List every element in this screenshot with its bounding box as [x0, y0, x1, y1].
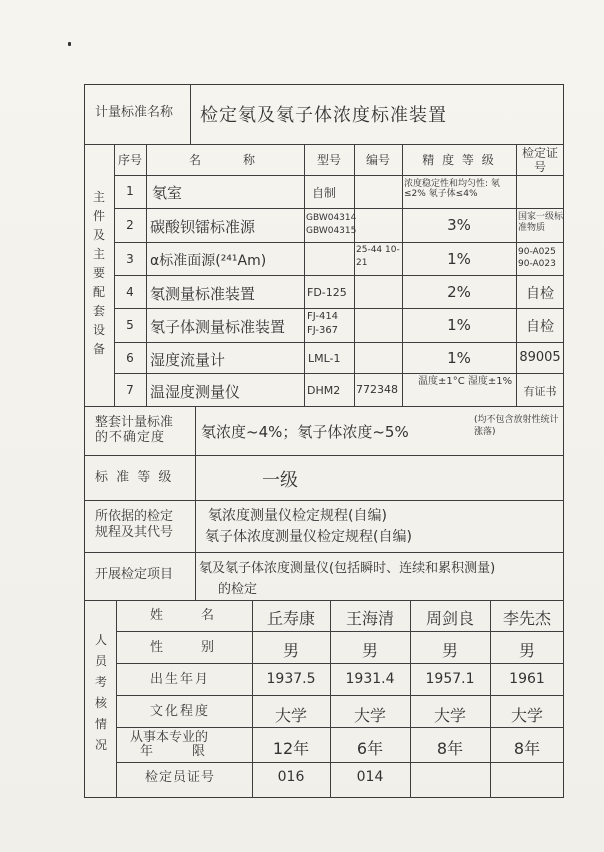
- regulations-line-2: 氡子体浓度测量仪检定规程(自编): [205, 529, 412, 545]
- personnel-side-label: 人员考核情况: [94, 633, 107, 752]
- label-cert: 检定员证号: [145, 770, 216, 785]
- standard-name-value: 检定氡及氡子体浓度标准装置: [200, 105, 447, 126]
- rule: [516, 144, 517, 406]
- person-gender: 男: [441, 641, 458, 660]
- header-accuracy: 精 度 等 级: [422, 153, 496, 167]
- label-gender: 性 别: [150, 640, 219, 655]
- rule: [84, 600, 564, 601]
- row-accuracy: 1%: [447, 316, 471, 334]
- person-education: 大学: [353, 706, 386, 725]
- uncertainty-label-1: 整套计量标准: [95, 415, 174, 430]
- row-accuracy: 浓度稳定性和均匀性: 氡≤2% 氡子体≤4%: [404, 179, 500, 199]
- rule: [114, 275, 564, 276]
- row-no: 3: [126, 252, 134, 266]
- header-no: 序号: [117, 153, 142, 167]
- ink-mark: [68, 42, 71, 46]
- person-birth: 1957.1: [425, 671, 475, 687]
- scope-line-1: 氡及氡子体浓度测量仪(包括瞬时、连续和累积测量): [199, 561, 496, 576]
- rule: [304, 144, 305, 406]
- rule: [116, 663, 564, 664]
- header-name: 名 称: [188, 153, 261, 167]
- row-accuracy: 温度±1°C 湿度±1%: [418, 376, 513, 387]
- grade-value: 一级: [262, 470, 298, 491]
- row-cert: 自检: [526, 319, 554, 335]
- scope-label: 开展检定项目: [95, 567, 174, 582]
- row-no: 5: [126, 318, 134, 332]
- person-name: 李先杰: [502, 609, 551, 628]
- rule: [195, 406, 196, 600]
- label-name: 姓 名: [150, 608, 219, 623]
- row-no: 1: [126, 184, 134, 198]
- row-name: α标准面源(²⁴¹Am): [150, 253, 267, 269]
- rule: [114, 373, 564, 374]
- row-cert: 有证书: [523, 385, 557, 398]
- rule: [84, 406, 564, 407]
- row-model: DHM2: [307, 384, 341, 397]
- rule: [190, 84, 191, 144]
- rule: [354, 144, 355, 406]
- person-education: 大学: [433, 706, 466, 725]
- row-name: 氡室: [152, 184, 183, 202]
- row-cert: 89005: [519, 350, 561, 365]
- rule: [116, 695, 564, 696]
- person-name: 丘寿康: [266, 609, 315, 628]
- row-name: 氡子体测量标准装置: [150, 318, 286, 336]
- person-cert: 014: [356, 769, 384, 785]
- person-years: 12年: [272, 739, 310, 758]
- label-birth: 出生年月: [150, 672, 211, 687]
- regulations-line-1: 氡浓度测量仪检定规程(自编): [208, 508, 387, 524]
- uncertainty-note: (均不包含放射性统计涨落): [474, 415, 559, 437]
- person-name: 周剑良: [425, 609, 474, 628]
- header-serial: 编号: [365, 153, 390, 167]
- row-model: GBW04314 GBW04315: [306, 213, 357, 236]
- rule: [116, 727, 564, 728]
- rule: [146, 144, 147, 406]
- row-name: 碳酸钡镭标准源: [150, 218, 256, 236]
- row-accuracy: 3%: [447, 216, 471, 234]
- header-model: 型号: [316, 153, 341, 167]
- rule: [114, 308, 564, 309]
- header-cert: 检定证号: [521, 146, 558, 174]
- row-no: 6: [126, 351, 134, 365]
- person-years: 6年: [356, 739, 384, 758]
- rule: [84, 500, 564, 501]
- rule: [84, 144, 564, 145]
- row-accuracy: 2%: [447, 283, 471, 301]
- scope-line-2: 的检定: [218, 582, 258, 597]
- person-cert: 016: [277, 769, 305, 785]
- label-years-2: 年 限: [140, 744, 206, 759]
- rule: [116, 600, 117, 798]
- person-gender: 男: [361, 641, 378, 660]
- row-cert: 90-A025 90-A023: [518, 247, 556, 269]
- rule: [116, 762, 564, 763]
- equipment-side-label: 主件及主要配套设备: [92, 190, 105, 356]
- person-birth: 1937.5: [266, 671, 316, 687]
- person-birth: 1931.4: [345, 671, 395, 687]
- row-model: FD-125: [307, 286, 347, 299]
- row-cert: 国家一级标准物质: [518, 212, 564, 233]
- rule: [410, 600, 411, 798]
- person-years: 8年: [436, 739, 464, 758]
- rule: [84, 455, 564, 456]
- person-education: 大学: [274, 706, 307, 725]
- row-no: 4: [126, 285, 134, 299]
- uncertainty-value: 氡浓度~4%；氡子体浓度~5%: [201, 423, 409, 441]
- person-years: 8年: [513, 739, 541, 758]
- row-serial: 772348: [356, 383, 398, 396]
- rule: [114, 208, 564, 209]
- person-name: 王海清: [345, 609, 394, 628]
- row-model: LML-1: [308, 352, 341, 365]
- row-name: 温湿度测量仪: [150, 383, 241, 401]
- rule: [84, 552, 564, 553]
- row-model: 自制: [312, 186, 337, 200]
- row-accuracy: 1%: [447, 349, 471, 367]
- regulations-label-2: 规程及其代号: [95, 525, 174, 540]
- label-education: 文化程度: [150, 704, 211, 719]
- row-accuracy: 1%: [447, 250, 471, 268]
- uncertainty-label-2: 的不确定度: [95, 430, 166, 445]
- rule: [114, 342, 564, 343]
- label-years-1: 从事本专业的: [130, 730, 209, 745]
- row-name: 氡测量标准装置: [150, 285, 256, 303]
- row-no: 7: [126, 383, 134, 397]
- regulations-label-1: 所依据的检定: [95, 509, 174, 524]
- row-model: FJ-414 FJ-367: [307, 311, 339, 336]
- row-no: 2: [126, 218, 134, 232]
- person-education: 大学: [510, 706, 543, 725]
- rule: [114, 242, 564, 243]
- grade-label: 标 准 等 级: [95, 470, 174, 485]
- row-serial: 25-44 10-21: [356, 245, 400, 268]
- rule: [114, 175, 564, 176]
- row-cert: 自检: [526, 286, 554, 302]
- row-name: 湿度流量计: [150, 351, 226, 369]
- person-gender: 男: [518, 641, 535, 660]
- standard-name-label: 计量标准名称: [95, 105, 174, 120]
- person-birth: 1961: [509, 671, 545, 687]
- person-gender: 男: [282, 641, 299, 660]
- rule: [116, 631, 564, 632]
- rule: [490, 600, 491, 798]
